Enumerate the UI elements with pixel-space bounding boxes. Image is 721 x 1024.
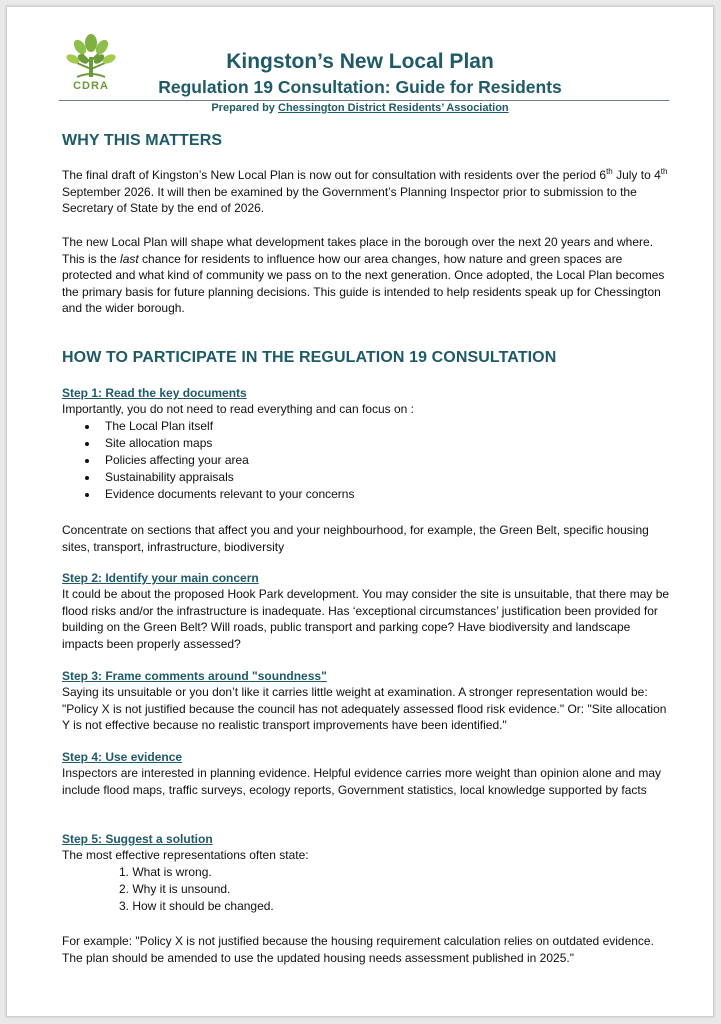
step-4-title: Step 4: Use evidence: [62, 750, 183, 764]
step-1-title: Step 1: Read the key documents: [62, 386, 247, 400]
list-item: Sustainability appraisals: [105, 469, 674, 486]
step-2-body: It could be about the proposed Hook Park development. You may consider the site is unsuitable, that there may be flood risks and/or the infrastructure is inadequate. Has ‘exceptional circumstances’ justification been provided for building on the Green Belt? Will roads, public transport and parking cope? Have biodiversity and landscape impacts been properly assessed?: [62, 587, 670, 651]
step-2-title: Step 2: Identify your main concern: [62, 571, 259, 585]
section-heading-how: HOW TO PARTICIPATE IN THE REGULATION 19 CONSULTATION: [62, 349, 557, 366]
step-5-title: Step 5: Suggest a solution: [62, 832, 213, 846]
why-paragraph-2: The new Local Plan will shape what development takes place in the borough over the next 20 years and where. This is the last chance for residents to influence how our area changes, how nature and green spaces are protected and what kind of community we pass on to the next generation. Once adopted, the Local Plan becomes the primary basis for future planning decisions. This guide is intended to help residents speak up for Chessington and the wider borough.: [62, 235, 665, 315]
step-1-outro: Concentrate on sections that affect you and your neighbourhood, for example, the Green Belt, specific housing sites, transport, infrastructure, biodiversity: [62, 523, 649, 554]
step-1-bullet-list: [62, 418, 674, 503]
list-item: Evidence documents relevant to your concerns: [105, 486, 674, 503]
step-3: [62, 668, 674, 734]
step-2: [62, 570, 674, 652]
step-4-body: Inspectors are interested in planning evidence. Helpful evidence carries more weight than opinion alone and may include flood maps, traffic surveys, ecology reports, Government statistics, local knowledge supported by facts: [62, 766, 662, 797]
logo-text: CDRA: [73, 80, 109, 92]
step-4: [62, 749, 674, 798]
list-item: 1. What is wrong.: [119, 864, 212, 879]
document-page: [6, 6, 714, 1017]
prepared-by-line: [7, 102, 713, 114]
list-item: Policies affecting your area: [105, 452, 674, 469]
prepared-by-label: Prepared by: [211, 102, 275, 114]
list-item: 2. Why it is unsound.: [119, 881, 231, 896]
page-subtitle: Regulation 19 Consultation: Guide for Residents: [158, 77, 562, 97]
step-5: [62, 831, 674, 915]
header-divider: [59, 100, 669, 101]
step-1: [62, 385, 674, 503]
section-heading-why: WHY THIS MATTERS: [62, 132, 223, 149]
step-5-example: For example: "Policy X is not justified because the housing requirement calculation relies on outdated evidence. The plan should be amended to use the updated housing needs assessment published in 2025.": [62, 934, 654, 965]
step-1-intro: Importantly, you do not need to read everything and can focus on :: [62, 402, 415, 416]
why-paragraph-1: The final draft of Kingston’s New Local Plan is now out for consultation with residents over the period 6th July to 4th September 2026. It will then be examined by the Government’s Planning Inspector prior to submission to the Secretary of State by the end of 2026.: [62, 167, 668, 215]
step-5-numbered-list: [62, 864, 674, 915]
step-3-body: Saying its unsuitable or you don’t like it carries little weight at examination. A stronger representation would be: "Policy X is not justified because the council has not adequately assessed flood risk evidence." Or: "Site allocation Y is not effective because no realistic transport improvements have been identified.": [62, 685, 667, 732]
list-item: 3. How it should be changed.: [119, 898, 274, 913]
list-item: The Local Plan itself: [105, 418, 674, 435]
prepared-by-org-link[interactable]: Chessington District Residents’ Association: [278, 102, 509, 114]
step-3-title: Step 3: Frame comments around "soundness": [62, 669, 327, 683]
step-5-intro: The most effective representations often state:: [62, 848, 309, 862]
list-item: Site allocation maps: [105, 435, 674, 452]
page-title: Kingston’s New Local Plan: [226, 50, 494, 73]
